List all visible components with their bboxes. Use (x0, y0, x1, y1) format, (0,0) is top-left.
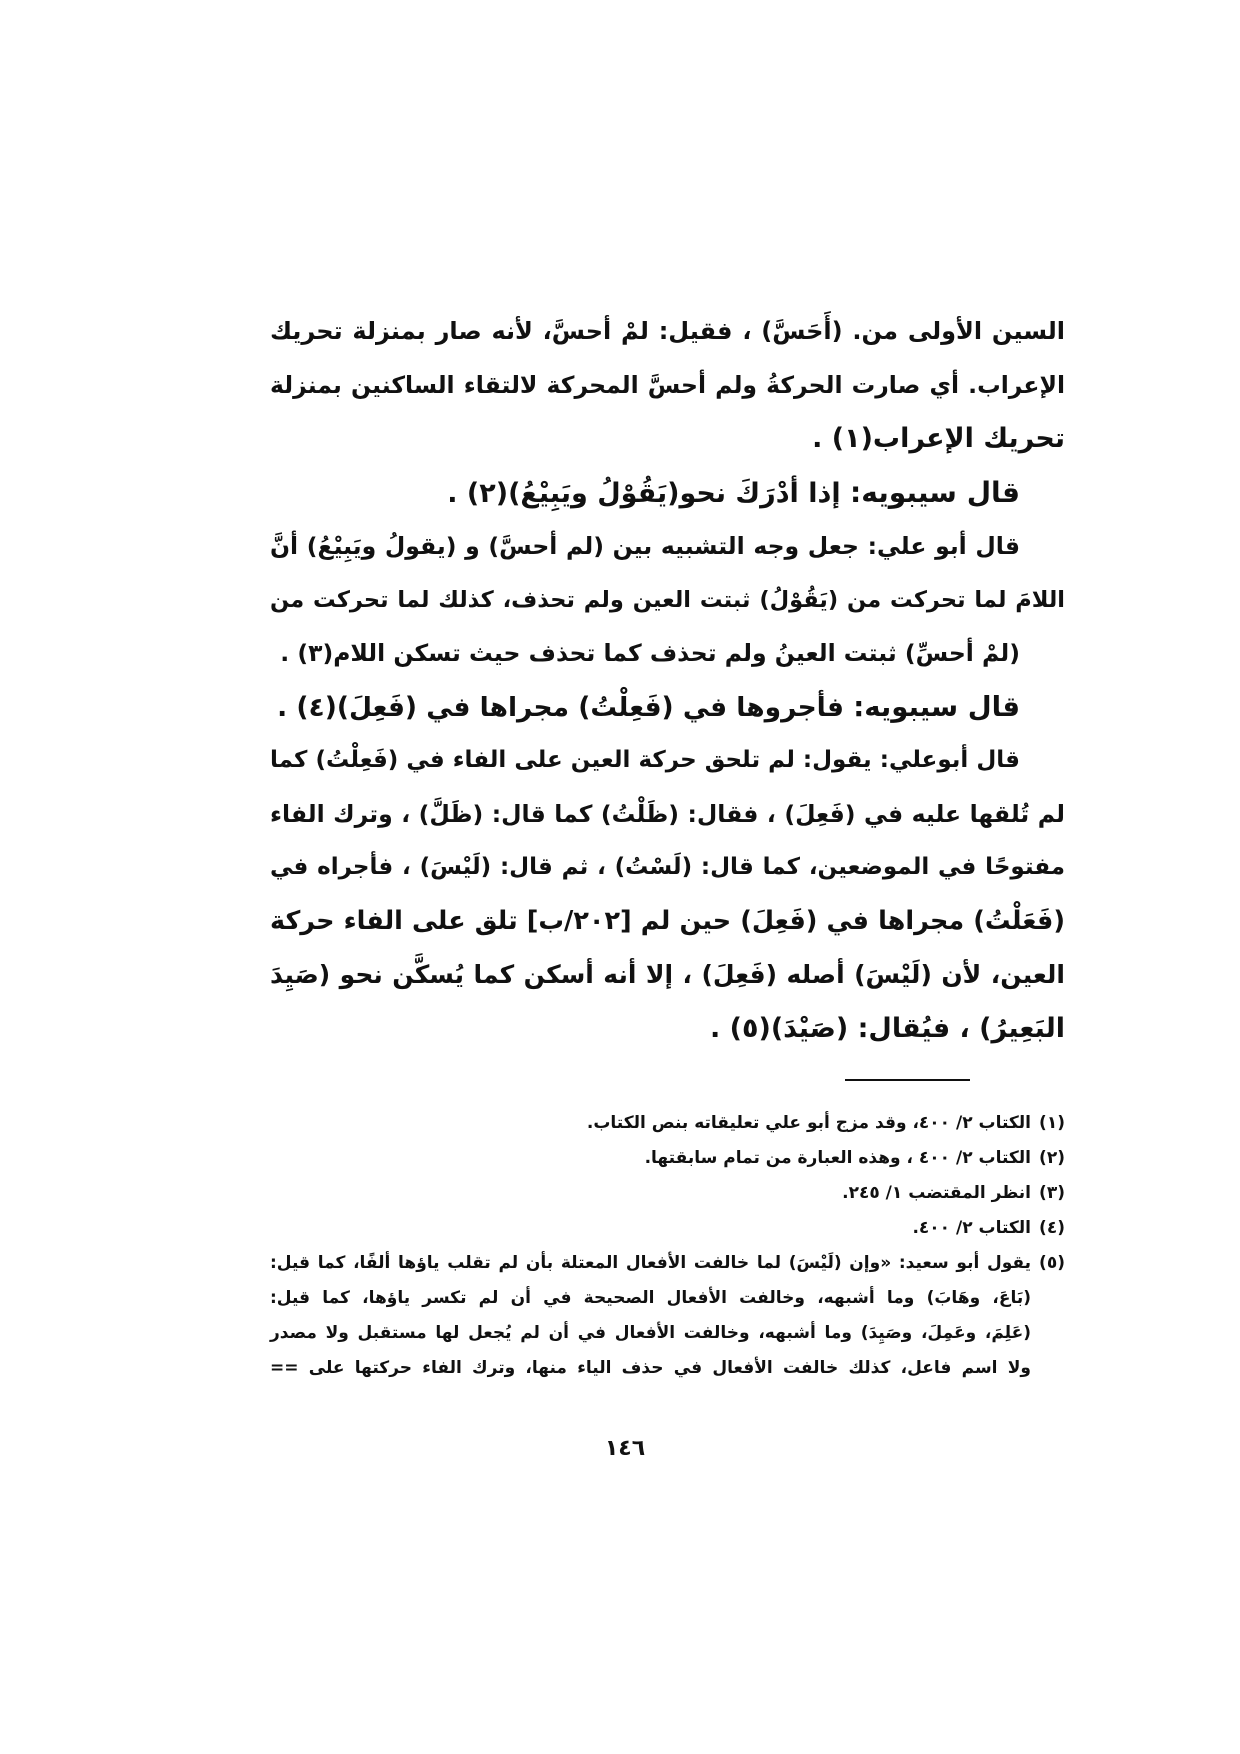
body-line: العين، لأن (لَيْسَ) أصله (فَعِلَ) ، إلا أنه أسكن كما يُسكَّن نحو (صَيِدَ (270, 960, 1065, 989)
footnote-continuation (270, 1316, 1065, 1351)
footnote-continuation (270, 1351, 1065, 1386)
footnote-text: ولا اسم فاعل، كذلك خالفت الأفعال في حذف الياء منها، وترك الفاء حركتها على == (270, 1358, 1031, 1378)
footnote-text: (عَلِمَ، وعَمِلَ، وصَيِدَ) وما أشبهه، وخالفت الأفعال في أن لم يُجعل لها مستقبل ولا مصدر (270, 1323, 1031, 1343)
footnote (270, 1106, 1065, 1141)
body-line: قال أبوعلي: يقول: لم تلحق حركة العين على الفاء في (فَعِلْتُ) كما (270, 747, 1020, 773)
footnote-text: الكتاب ٢/ ٤٠٠ ، وهذه العبارة من تمام سابقتها. (644, 1148, 1031, 1168)
body-line: الإعراب. أي صارت الحركةُ ولم أحسَّ المحركة لالتقاء الساكنين بمنزلة (270, 370, 1065, 399)
footnote-text: انظر المقتضب ١/ ٢٤٥. (842, 1183, 1031, 1203)
body-line: تحريك الإعراب(١) . (812, 423, 1065, 454)
body-line: مفتوحًا في الموضعين، كما قال: (لَسْتُ) ، ثم قال: (لَيْسَ) ، فأجراه في (270, 854, 1065, 880)
body-line: قال أبو علي: جعل وجه التشبيه بين (لم أحسَّ) و (يقولُ ويَبِيْعُ) أنَّ (270, 532, 1020, 560)
body-line: اللامَ لما تحركت من (يَقُوْلُ) ثبتت العين ولم تحذف، كذلك لما تحركت من (270, 586, 1065, 613)
footnote-text: الكتاب ٢/ ٤٠٠، وقد مزج أبو علي تعليقاته بنص الكتاب. (586, 1113, 1031, 1133)
footnote-number: (٢) (1039, 1148, 1065, 1168)
body-text (270, 305, 1065, 1055)
body-line: لم تُلقها عليه في (فَعِلَ) ، فقال: (ظَلْتُ) كما قال: (ظَلَّ) ، وترك الفاء (270, 799, 1065, 828)
footnote-number: (٤) (1039, 1218, 1065, 1238)
body-line (270, 466, 1065, 521)
footnote (270, 1176, 1065, 1211)
footnote-text: (بَاعَ، وهَابَ) وما أشبهه، وخالفت الأفعال الصحيحة في أن لم تكسر ياؤها، كما قيل: (270, 1288, 1031, 1308)
speaker-label: قال سيبويه: (853, 690, 1020, 723)
page-number: ١٤٦ (604, 1436, 646, 1461)
footnote (270, 1211, 1065, 1246)
body-line: (فَعَلْتُ) مجراها في (فَعِلَ) حين لم [٢٠٢/ب] تلق على الفاء حركة (270, 905, 1065, 936)
footnote-continuation (270, 1281, 1065, 1316)
body-line: السين الأولى من. (أَحَسَّ) ، فقيل: لمْ أحسَّ، لأنه صار بمنزلة تحريك (270, 317, 1065, 345)
footnote-number: (٥) (1039, 1253, 1065, 1273)
footnotes (270, 1106, 1065, 1386)
footnote (270, 1246, 1065, 1281)
footnote-text: الكتاب ٢/ ٤٠٠. (912, 1218, 1031, 1238)
body-line: (لمْ أحسِّ) ثبتت العينُ ولم تحذف كما تحذف حيث تسكن اللام(٣) . (280, 639, 1020, 667)
body-line: البَعِيرُ) ، فيُقال: (صَيْدَ)(٥) . (710, 1012, 1065, 1044)
footnote (270, 1141, 1065, 1176)
speaker-label: قال سيبويه: (849, 475, 1020, 509)
footnote-text: يقول أبو سعيد: «وإن (لَيْسَ) لما خالفت الأفعال المعتلة بأن لم تقلب ياؤها ألفًا، كما قيل: (270, 1253, 1031, 1273)
body-line (270, 681, 1065, 735)
line-text: إذا أدْرَكَ نحو(يَقُوْلُ ويَبِيْعُ)(٢) . (447, 477, 841, 509)
line-text: فأجروها في (فَعِلْتُ) مجراها في (فَعِلَ)(٤) . (277, 691, 844, 723)
footnote-number: (٣) (1039, 1183, 1065, 1203)
footnote-separator (845, 1079, 970, 1081)
footnote-number: (١) (1039, 1113, 1065, 1133)
